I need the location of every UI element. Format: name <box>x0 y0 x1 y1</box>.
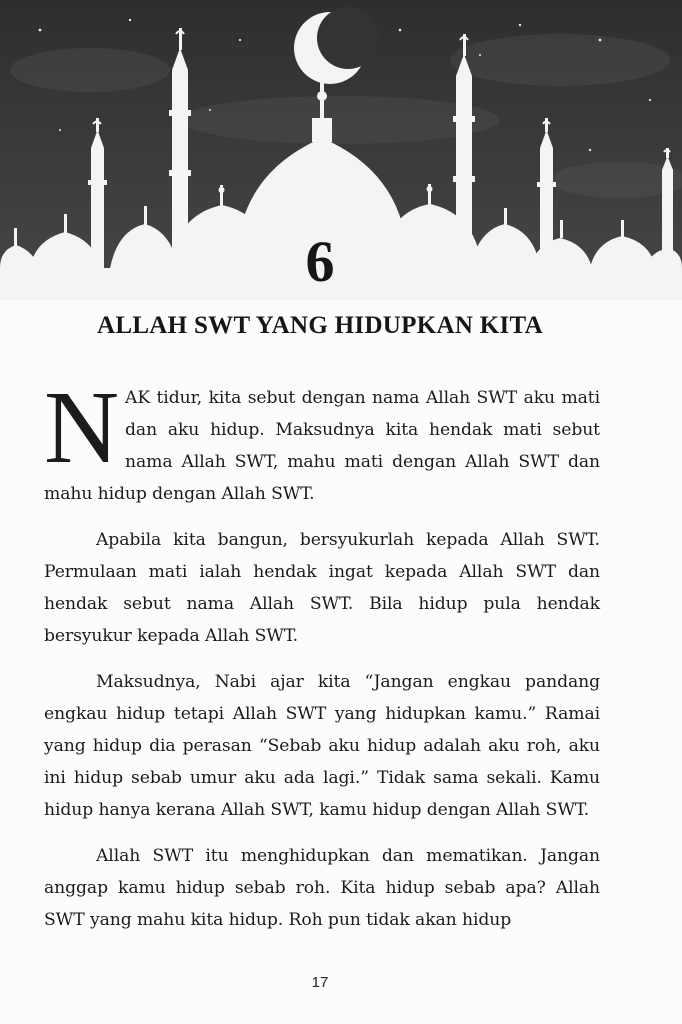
drop-cap: N <box>44 370 120 485</box>
chapter-number: 6 <box>305 229 335 294</box>
page-number: 17 <box>311 974 329 991</box>
chapter-body <box>44 370 600 950</box>
paragraph-1-text: AK tidur, kita sebut dengan nama Allah SWT aku mati dan aku hidup. Maksudnya kita hendak mati sebut nama Allah SWT, mahu mati dengan Allah SWT dan mahu hidup dengan Allah SWT. <box>44 388 600 504</box>
paragraph-1 <box>44 370 600 510</box>
chapter-title: ALLAH SWT YANG HIDUPKAN KITA <box>97 312 543 339</box>
paragraph-4: Allah SWT itu menghidupkan dan mematikan. Jangan anggap kamu hidup sebab roh. Kita hidup sebab apa? Allah SWT yang mahu kita hidup. Roh pun tidak akan hidup <box>44 846 600 930</box>
paragraph-3: Maksudnya, Nabi ajar kita “Jangan engkau pandang engkau hidup tetapi Allah SWT yang hidupkan kamu.” Ramai yang hidup dia perasan “Sebab aku hidup adalah aku roh, aku ini hidup sebab umur aku ada lagi.” Tidak sama sekali. Kamu hidup hanya kerana Allah SWT, kamu hidup dengan Allah SWT. <box>44 672 600 820</box>
paragraph-2: Apabila kita bangun, bersyukurlah kepada Allah SWT. Permulaan mati ialah hendak ingat kepada Allah SWT dan hendak sebut nama Allah SWT. Bila hidup pula hendak bersyukur kepada Allah SWT. <box>44 530 600 646</box>
